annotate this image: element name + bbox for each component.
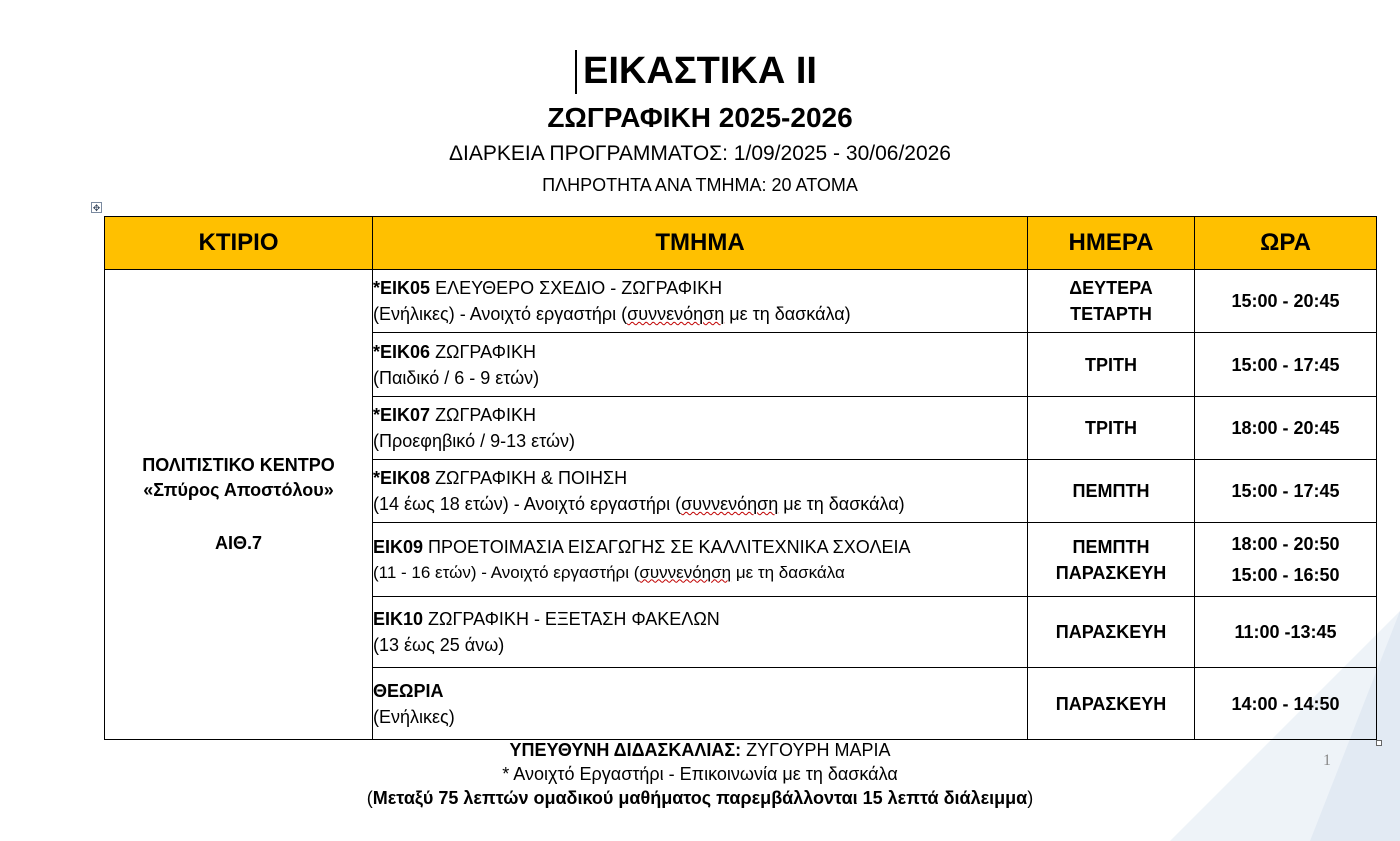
teacher-label: ΥΠΕΥΘΥΝΗ ΔΙΔΑΣΚΑΛΙΑΣ: — [509, 740, 742, 760]
table-row — [105, 270, 1377, 333]
break-note-open: ( — [366, 788, 373, 808]
time-label: 15:00 - 17:45 — [1231, 481, 1340, 501]
course-code: ΕΙΚ10 — [373, 609, 424, 629]
schedule-table — [104, 216, 1377, 740]
course-code: *ΕΙΚ06 — [373, 341, 431, 362]
course-detail: (Παιδικό / 6 - 9 ετών) — [373, 367, 540, 388]
time-label: 15:00 - 17:45 — [1231, 354, 1340, 375]
time-cell[interactable] — [1195, 460, 1377, 523]
course-title: ΖΩΓΡΑΦΙΚΗ - ΕΞΕΤΑΣΗ ΦΑΚΕΛΩΝ — [428, 609, 720, 629]
header-time: ΩΡΑ — [1195, 217, 1377, 270]
program-duration: ΔΙΑΡΚΕΙΑ ΠΡΟΓΡΑΜΜΑΤΟΣ: 1/09/2025 - 30/06/2026 — [449, 142, 951, 165]
course-detail-end: με τη δασκάλα) — [724, 304, 851, 324]
course-detail-end: με τη δασκάλα) — [778, 494, 905, 514]
text-cursor — [575, 50, 577, 94]
building-cell[interactable] — [105, 270, 373, 740]
building-subname: «Σπύρος Αποστόλου» — [143, 480, 334, 500]
time-label: 18:00 - 20:50 — [1231, 533, 1340, 554]
time-cell[interactable] — [1195, 270, 1377, 333]
course-detail: (Ενήλικες) — [373, 706, 455, 727]
department-cell[interactable] — [373, 523, 1028, 597]
day-label: ΔΕΥΤΕΡΑ — [1069, 278, 1153, 298]
day-label: ΤΕΤΑΡΤΗ — [1070, 304, 1152, 324]
table-header-row — [105, 217, 1377, 270]
time-label: 11:00 -13:45 — [1234, 622, 1337, 642]
time-cell[interactable] — [1195, 397, 1377, 460]
day-label: ΤΡΙΤΗ — [1085, 354, 1137, 375]
day-label: ΠΕΜΠΤΗ — [1072, 481, 1150, 501]
course-title: ΖΩΓΡΑΦΙΚΗ — [435, 405, 536, 425]
course-detail: (13 έως 25 άνω) — [373, 635, 505, 655]
day-label: ΠΑΡΑΣΚΕΥΗ — [1055, 693, 1167, 714]
course-code: *ΕΙΚ07 — [373, 405, 431, 425]
day-label: ΠΕΜΠΤΗ — [1072, 536, 1150, 557]
table-move-handle-icon[interactable]: ✥ — [92, 203, 101, 213]
break-note-text: Μεταξύ 75 λεπτών ομαδικού μαθήματος παρεμβάλλονται 15 λεπτά διάλειμμα — [372, 788, 1028, 808]
time-label: 15:00 - 20:45 — [1231, 291, 1340, 311]
time-label: 14:00 - 14:50 — [1231, 693, 1340, 714]
course-title: ΖΩΓΡΑΦΙΚΗ & ΠΟΙΗΣΗ — [435, 468, 628, 488]
day-label: ΤΡΙΤΗ — [1085, 418, 1137, 438]
time-cell[interactable] — [1195, 668, 1377, 740]
break-note-close: ) — [1027, 788, 1034, 808]
time-cell[interactable] — [1195, 333, 1377, 397]
page-subtitle: ΖΩΓΡΑΦΙΚΗ 2025-2026 — [547, 102, 853, 133]
time-label: 15:00 - 16:50 — [1231, 564, 1340, 585]
department-cell[interactable] — [373, 397, 1028, 460]
building-name: ΠΟΛΙΤΙΣΤΙΚΟ ΚΕΝΤΡΟ — [142, 455, 335, 475]
course-detail: (Ενήλικες) - Ανοιχτό εργαστήρι ( — [373, 304, 628, 324]
break-note — [0, 788, 1400, 809]
misspelled-word: συννενόηση — [639, 562, 732, 582]
department-cell[interactable] — [373, 460, 1028, 523]
page-title: ΕΙΚΑΣΤΙΚΑ ΙΙ — [583, 50, 817, 92]
misspelled-word: συννενόηση — [627, 304, 725, 324]
course-detail-end: με τη δασκάλα — [731, 562, 845, 582]
class-capacity: ΠΛΗΡΟΤΗΤΑ ΑΝΑ ΤΜΗΜΑ: 20 ΑΤΟΜΑ — [542, 175, 858, 195]
day-cell[interactable] — [1028, 270, 1195, 333]
time-cell[interactable] — [1195, 523, 1377, 597]
course-detail: (Προεφηβικό / 9-13 ετών) — [373, 431, 576, 451]
course-detail: (11 - 16 ετών) - Ανοιχτό εργαστήρι ( — [373, 562, 640, 582]
course-detail: (14 έως 18 ετών) - Ανοιχτό εργαστήρι ( — [373, 494, 682, 514]
course-code: ΘΕΩΡΙΑ — [373, 680, 444, 701]
day-label: ΠΑΡΑΣΚΕΥΗ — [1055, 622, 1167, 642]
course-title: ΖΩΓΡΑΦΙΚΗ — [435, 341, 536, 362]
building-room: ΑΙΘ.7 — [214, 533, 262, 553]
course-title: ΠΡΟΕΤΟΙΜΑΣΙΑ ΕΙΣΑΓΩΓΗΣ ΣΕ ΚΑΛΛΙΤΕΧΝΙΚΑ ΣΧΟΛΕΙΑ — [428, 536, 911, 557]
course-code: *ΕΙΚ08 — [373, 468, 431, 488]
header-building: ΚΤΙΡΙΟ — [105, 217, 373, 270]
header-department: ΤΜΗΜΑ — [373, 217, 1028, 270]
open-workshop-note: * Ανοιχτό Εργαστήρι - Επικοινωνία με τη δασκάλα — [502, 764, 898, 784]
day-cell[interactable] — [1028, 397, 1195, 460]
time-cell[interactable] — [1195, 597, 1377, 668]
teacher-name: ΖΥΓΟΥΡΗ ΜΑΡΙΑ — [741, 740, 891, 760]
misspelled-word: συννενόηση — [681, 494, 779, 514]
course-title: ΕΛΕΥΘΕΡΟ ΣΧΕΔΙΟ - ΖΩΓΡΑΦΙΚΗ — [435, 278, 723, 298]
day-cell[interactable] — [1028, 668, 1195, 740]
day-label: ΠΑΡΑΣΚΕΥΗ — [1055, 562, 1167, 583]
page-number: 1 — [1323, 752, 1331, 769]
time-label: 18:00 - 20:45 — [1231, 418, 1340, 438]
department-cell[interactable] — [373, 270, 1028, 333]
course-code: ΕΙΚ09 — [373, 536, 424, 557]
day-cell[interactable] — [1028, 597, 1195, 668]
day-cell[interactable] — [1028, 460, 1195, 523]
header-day: ΗΜΕΡΑ — [1028, 217, 1195, 270]
department-cell[interactable] — [373, 333, 1028, 397]
day-cell[interactable] — [1028, 333, 1195, 397]
department-cell[interactable] — [373, 597, 1028, 668]
teacher-line — [0, 740, 1400, 761]
department-cell[interactable] — [373, 668, 1028, 740]
day-cell[interactable] — [1028, 523, 1195, 597]
course-code: *ΕΙΚ05 — [373, 278, 431, 298]
